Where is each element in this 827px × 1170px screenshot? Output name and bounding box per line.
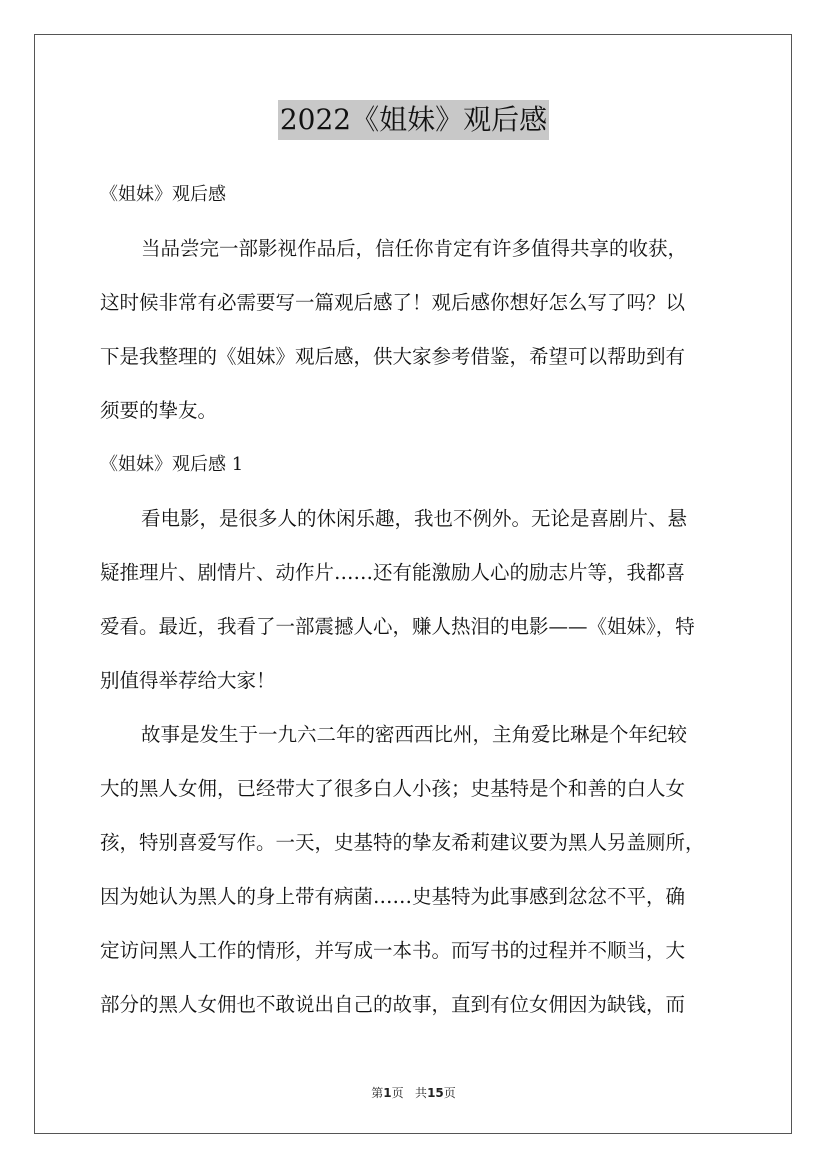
title-container [0, 100, 827, 140]
paragraph-line: 须要的挚友。 [100, 399, 218, 422]
document-body [100, 168, 740, 1032]
paragraph-line: 当品尝完一部影视作品后，信任你肯定有许多值得共享的收获， [141, 237, 688, 260]
page-number: 1 [383, 1086, 392, 1100]
paragraph-line: 大的黑人女佣，已经带大了很多白人小孩；史基特是个和善的白人女 [100, 777, 686, 800]
paragraph-line: 疑推理片、剧情片、动作片……还有能激励人心的励志片等，我都喜 [100, 561, 686, 584]
section-heading: 《姐妹》观后感 [100, 184, 226, 205]
paragraph-line: 这时候非常有必需要写一篇观后感了！观后感你想好怎么写了吗？以 [100, 291, 686, 314]
page-suffix: 页 [391, 1086, 404, 1100]
paragraph-line: 定访问黑人工作的情形，并写成一本书。而写书的过程并不顺当，大 [100, 939, 686, 962]
paragraph-line: 看电影，是很多人的休闲乐趣，我也不例外。无论是喜剧片、悬 [141, 507, 688, 530]
section-heading: 《姐妹》观后感 1 [100, 454, 244, 475]
paragraph-line: 下是我整理的《姐妹》观后感，供大家参考借鉴，希望可以帮助到有 [100, 345, 686, 368]
page-footer [0, 1084, 827, 1101]
paragraph-line: 部分的黑人女佣也不敢说出自己的故事，直到有位女佣因为缺钱，而 [100, 993, 686, 1016]
total-suffix: 页 [443, 1086, 456, 1100]
total-pages: 15 [427, 1086, 444, 1100]
paragraph-line: 别值得举荐给大家！ [100, 669, 276, 692]
paragraph-line: 爱看。最近，我看了一部震撼人心，赚人热泪的电影——《姐妹》，特 [100, 615, 695, 638]
document-title: 2022《姐妹》观后感 [278, 100, 549, 140]
paragraph-line: 因为她认为黑人的身上带有病菌……史基特为此事感到忿忿不平，确 [100, 885, 686, 908]
paragraph-line: 故事是发生于一九六二年的密西西比州，主角爱比琳是个年纪较 [141, 723, 688, 746]
total-prefix: 共 [415, 1086, 428, 1100]
paragraph-line: 孩，特别喜爱写作。一天，史基特的挚友希莉建议要为黑人另盖厕所， [100, 831, 705, 854]
page-prefix: 第 [371, 1086, 384, 1100]
